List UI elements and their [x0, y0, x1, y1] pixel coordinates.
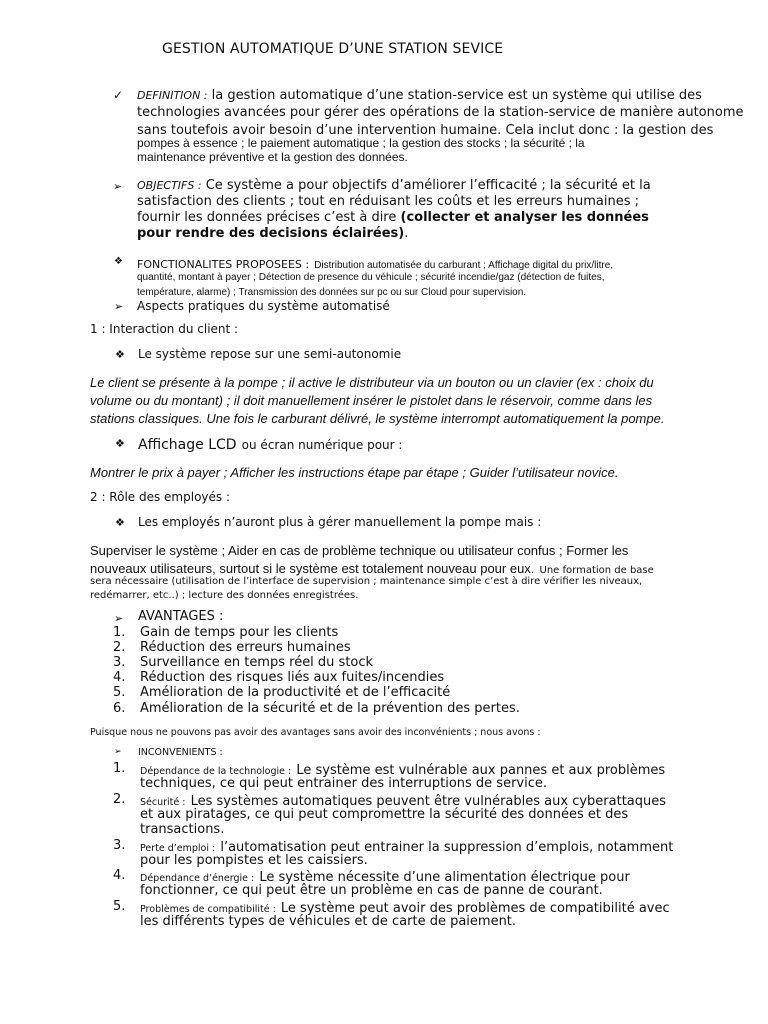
objectifs-label: OBJECTIFS :	[137, 179, 202, 192]
diamond-bullet-icon: ❖	[115, 348, 125, 361]
list-item: 4. Réduction des risques liés aux fuites/incendies	[113, 670, 445, 685]
list-item: 5. Amélioration de la productivité et de l’efficacité	[113, 685, 451, 700]
inconvenients-label: INCONVENIENTS :	[138, 747, 223, 758]
list-item-continuation: les différents types de véhicules et de carte de paiement.	[140, 914, 517, 929]
definition-line-1: la gestion automatique d’une station-service est un système qui utilise des	[211, 88, 702, 103]
list-item: 3. Surveillance en temps réel du stock	[113, 655, 374, 670]
objectifs-line-3-bold: (collecter et analyser les données	[400, 210, 649, 225]
interaction-para-2: Montrer le prix à payer ; Afficher les instructions étape par étape ; Guider l’utilisateur novice.	[90, 465, 619, 480]
employes-heading: 2 : Rôle des employés :	[90, 490, 231, 504]
diamond-bullet-icon: ❖	[114, 256, 123, 267]
list-item: 3. Perte d’emploi : l’automatisation peut entrainer la suppression d’emplois, notamment	[113, 838, 674, 855]
fonctionalites-label: FONCTIONALITES PROPOSEES :	[137, 258, 310, 271]
interaction-item-1: Le système repose sur une semi-autonomie	[138, 347, 402, 361]
definition-label: DEFINITION :	[137, 89, 208, 102]
interaction-heading: 1 : Interaction du client :	[90, 322, 239, 336]
list-item-continuation: fonctionner, ce qui peut être un problème en cas de panne de courant.	[140, 883, 603, 898]
checkmark-icon: ✓	[113, 88, 124, 102]
employes-line-3: sera nécessaire (utilisation de l’interface de supervision ; maintenance simple c’est à dire vérifier les niveaux,	[90, 576, 643, 587]
transition-text: Puisque nous ne pouvons pas avoir des avantages sans avoir des inconvénients ; nous avons :	[90, 727, 541, 738]
employes-line-2-small: Une formation de base	[539, 565, 654, 576]
diamond-bullet-icon: ❖	[115, 516, 125, 529]
arrowhead-bullet-icon: ➢	[114, 747, 122, 757]
employes-line-2: nouveaux utilisateurs, surtout si le système est totalement nouveau pour eux.	[90, 561, 535, 576]
employes-line-1: Superviser le système ; Aider en cas de problème technique ou utilisateur confus ; Former les	[90, 543, 629, 558]
objectifs-line-4-end: .	[404, 226, 409, 241]
document-title: GESTION AUTOMATIQUE D’UNE STATION SEVICE	[162, 41, 504, 57]
list-item: 4. Dépendance d’énergie : Le système nécessite d’une alimentation électrique pour	[113, 868, 630, 885]
definition-line-2: technologies avancées pour gérer des opérations de la station-service de manière autonome	[137, 105, 744, 120]
list-item-continuation: transactions.	[140, 822, 225, 837]
list-item: 1. Dépendance de la technologie : Le système est vulnérable aux pannes et aux problèmes	[113, 761, 666, 778]
interaction-item-2: ou écran numérique pour :	[241, 438, 403, 452]
diamond-bullet-icon: ❖	[115, 437, 125, 450]
objectifs-line-3: fournir les données précises c’est à dire	[137, 210, 397, 225]
interaction-para-line-3: stations classiques. Une fois le carburant délivré, le système interrompt automatiquement la pompe.	[90, 411, 665, 426]
fonctionalites-line-3: température, alarme) ; Transmission des données sur pc ou sur Cloud pour supervision.	[137, 287, 527, 298]
interaction-para-line-1: Le client se présente à la pompe ; il active le distributeur via un bouton ou un clavier (ex : choix du	[90, 375, 654, 390]
fonctionalites-line-2: quantité, montant à payer ; Détection de presence du véhicule ; sécurité incendie/gaz (détection de fuites,	[137, 272, 605, 283]
arrowhead-bullet-icon: ➢	[114, 612, 124, 625]
list-item-continuation: pour les pompistes et les caissiers.	[140, 853, 368, 868]
interaction-para-line-2: volume ou du montant) ; il doit manuellement insérer le pistolet dans le réservoir, comme dans les	[90, 393, 653, 408]
objectifs-line-2: satisfaction des clients ; tout en réduisant les coûts et les erreurs humaines ;	[137, 194, 639, 209]
fonctionalites-line-1: Distribution automatisée du carburant ; Affichage digital du prix/litre,	[314, 260, 614, 271]
objectifs-line-1: Ce système a pour objectifs d’améliorer l’efficacité ; la sécurité et la	[205, 178, 651, 193]
list-item-continuation: et aux piratages, ce qui peut compromettre la sécurité des données et des	[140, 807, 629, 822]
avantages-label: AVANTAGES :	[138, 609, 224, 624]
definition-line-3: sans toutefois avoir besoin d’une intervention humaine. Cela inclut donc : la gestion des	[137, 123, 714, 138]
definition-line-5: maintenance préventive et la gestion des données.	[137, 150, 408, 164]
definition-line-4: pompes à essence ; le paiement automatique ; la gestion des stocks ; la sécurité ; la	[137, 136, 585, 150]
arrowhead-bullet-icon: ➢	[114, 300, 124, 313]
list-item: 2. Sécurité : Les systèmes automatiques peuvent être vulnérables aux cyberattaques	[113, 792, 667, 809]
list-item-continuation: techniques, ce qui peut entrainer des interruptions de service.	[140, 776, 548, 791]
list-item: 1. Gain de temps pour les clients	[113, 625, 339, 640]
list-item: 5. Problèmes de compatibilité : Le système peut avoir des problèmes de compatibilité avec	[113, 899, 670, 916]
employes-item: Les employés n’auront plus à gérer manuellement la pompe mais :	[138, 515, 542, 529]
interaction-item-2-lead: Affichage LCD	[138, 437, 237, 453]
arrowhead-bullet-icon: ➢	[113, 180, 123, 193]
aspects-label: Aspects pratiques du système automatisé	[137, 299, 390, 313]
list-item: 6. Amélioration de la sécurité et de la prévention des pertes.	[113, 701, 520, 716]
objectifs-line-4-bold: pour rendre des decisions éclairées)	[137, 226, 405, 241]
list-item: 2. Réduction des erreurs humaines	[113, 640, 351, 655]
employes-line-4: redémarrer, etc..) ; lecture des données enregistrées.	[90, 590, 359, 601]
